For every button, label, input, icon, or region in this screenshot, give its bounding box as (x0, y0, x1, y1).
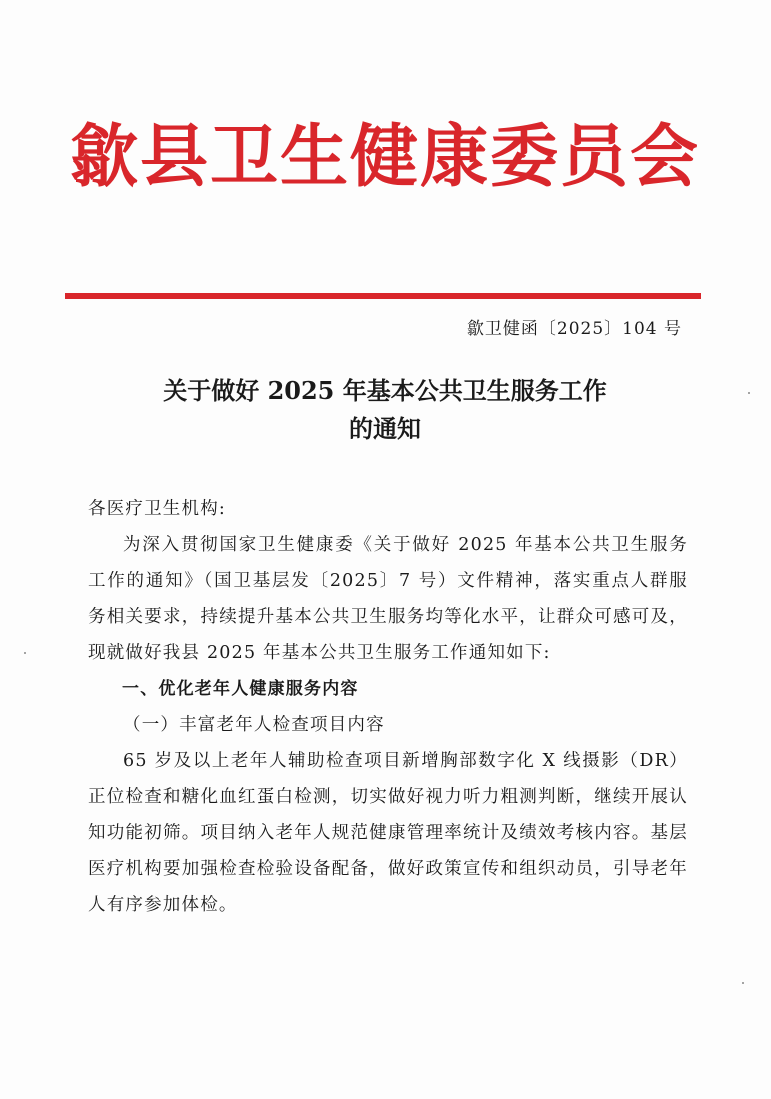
scan-speck (24, 652, 26, 654)
red-separator-line (65, 293, 701, 299)
document-title-line-1: 关于做好 2025 年基本公共卫生服务工作 (163, 376, 607, 405)
section-1-heading: 一、优化老年人健康服务内容 (122, 679, 359, 699)
subsection-1-paragraph: 65 岁及以上老年人辅助检查项目新增胸部数字化 X 线摄影（DR）正位检查和糖化血红蛋白检测，切实做好视力听力粗测判断，继续开展认知功能初筛。项目纳入老年人规范健康管理率统计及绩效考核内容。基层医疗机构要加强检查检验设备配备，做好政策宣传和组织动员，引导老年人有序参加体检。 (88, 751, 688, 915)
document-title (60, 372, 710, 448)
intro-paragraph: 为深入贯彻国家卫生健康委《关于做好 2025 年基本公共卫生服务工作的通知》（国卫基层发〔2025〕7 号）文件精神，落实重点人群服务相关要求，持续提升基本公共卫生服务均等化水平，让群众可感可及，现就做好我县 2025 年基本公共卫生服务工作通知如下: (88, 535, 688, 663)
document-number: 歙卫健函〔2025〕104 号 (466, 319, 682, 339)
salutation: 各医疗卫生机构: (88, 499, 226, 519)
org-name-header: 歙县卫生健康委员会 (69, 117, 700, 197)
document-body (88, 491, 688, 923)
subsection-1-heading: （一）丰富老年人检查项目内容 (123, 715, 385, 735)
scan-speck (742, 982, 744, 984)
document-title-line-2: 的通知 (349, 414, 421, 443)
scan-speck (748, 392, 750, 394)
